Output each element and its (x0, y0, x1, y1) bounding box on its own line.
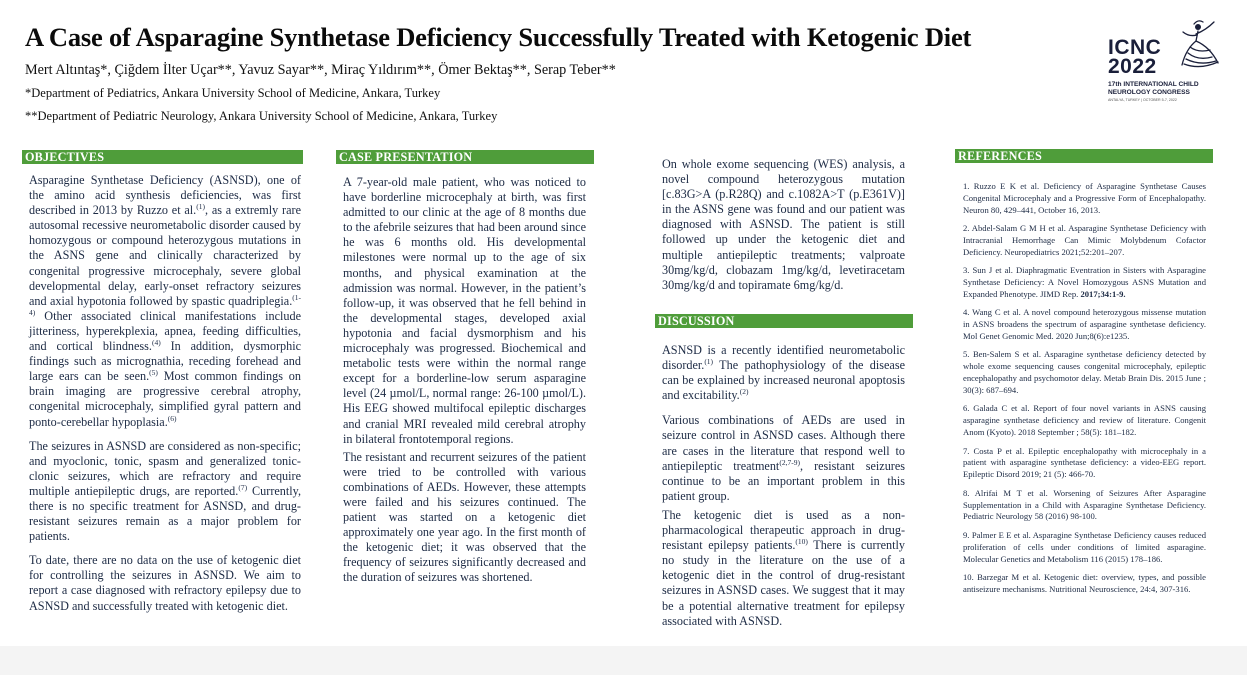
reference-item: 5. Ben-Salem S et al. Asparagine synthetase deficiency detected by whole exome sequencing causes congenital microcephaly, epileptic encephalopathy and psychomotor delay. Metab Brain Dis. 2015 June ; 30(3): 687–694. (963, 349, 1206, 396)
text-run: Various combinations of AEDs are used in seizure control in ASNSD cases. Although there are cases in the literature that respond well to antiepileptic treatment (662, 413, 905, 473)
reference-item: 10. Barzegar M et al. Ketogenic diet: overview, types, and possible antiseizure mechanisms. Nutritional Neuroscience, 24:4, 307-316. (963, 571, 1206, 594)
text-run: 3. Sun J et al. Diaphragmatic Eventration in Sisters with Asparagine Synthetase Deficiency: A Novel Homozygous ASNS Mutation and Expanded Phenotype. JIMD Rep. (963, 265, 1206, 300)
logo-line-1: 17th INTERNATIONAL CHILD (1108, 81, 1199, 88)
text-run: Currently, there is no specific treatment for ASNSD, and drug-resistant seizures remain as a major problem for patients. (29, 483, 301, 544)
citation: (2,7-9) (779, 457, 800, 467)
congress-logo (1104, 18, 1224, 106)
text-run: Asparagine Synthetase Deficiency (ASNSD), one of the amino acid synthesis deficiencies, was first described in 2013 by Ruzzo et al. (29, 173, 301, 218)
objectives-paragraph-3: To date, there are no data on the use of ketogenic diet for controlling the seizures in ASNSD. We aim to report a case diagnosed with refractory epilepsy due to ASNSD and successfully treated with ketogenic diet. (29, 553, 301, 613)
discussion-paragraph-3 (662, 508, 905, 629)
text-run: Most common findings on brain imaging are progressive cerebral atrophy, congenital microcephaly, simplified gyral pattern and ponto-cerebellar hypoplasia. (29, 369, 301, 429)
reference-item: 2. Abdel-Salam G M H et al. Asparagine Synthetase Deficiency with Intracranial Hemorrhage Can Mimic Molybdenum Cofactor Deficiency. Neuropediatrics 2021;52:201–207. (963, 223, 1206, 257)
text-run: Other associated clinical manifestations include jitteriness, hyperekplexia, apnea, feeding difficulties, and cortical blindness. (29, 308, 301, 354)
affiliation-2: **Department of Pediatric Neurology, Ankara University School of Medicine, Ankara, Turkey (25, 109, 498, 123)
text-run: The pathophysiology of the disease can be explained by increased neuronal apoptosis and excitability. (662, 358, 905, 403)
reference-item: 8. Alrifai M T et al. Worsening of Seizures After Asparagine Supplementation in a Child with Asparagine Synthetase Deficiency. Pediatric Neurology 58 (2016) 98-100. (963, 487, 1206, 522)
case-paragraph-1: A 7-year-old male patient, who was noticed to have borderline microcephaly at birth, was first admitted to our clinic at the age of 8 months due to the afebrile seizures that had been around since he was 6 months old. His developmental milestones were normal up to the age of six months, and physical examination at the admission was normal. However, in the patient’s follow-up, it was observed that he fell behind in the developmental stages, developed axial hypotonia and facial dysmorphism and his microcephaly was progressed. Biochemical and metabolic tests were within the normal range except for a borderline-low serum asparagine level (24 µmol/L, normal range: 26-100 µmol/L). His EEG showed multifocal epileptic discharges and cranial MRI revealed mild cerebral atrophy in bilateral frontotemporal regions. (343, 175, 586, 446)
author-list: Mert Altıntaş*, Çiğdem İlter Uçar**, Yavuz Sayar**, Miraç Yıldırım**, Ömer Bektaş**, Serap Teber** (25, 62, 616, 78)
discussion-paragraph-1 (662, 343, 905, 403)
objectives-paragraph-2 (29, 439, 301, 545)
text-run: The seizures in ASNSD are considered as non-specific; and myoclonic, tonic, spasm and generalized tonic-clonic seizures, which are refractory and require multiple antiepileptic drugs, are reported. (29, 438, 301, 498)
objectives-paragraph-1 (29, 173, 301, 430)
logo-place: ANTALYA, TURKEY | OCTOBER 5-7, 2022 (1108, 98, 1177, 102)
citation: (7) (238, 482, 248, 492)
reference-item: 6. Galada C et al. Report of four novel variants in ASNS causing asparagine synthetase deficiency and review of literature. Congenit Anom (Kyoto). 2018 September ; 58(5): 181–182. (963, 403, 1206, 438)
reference-item: 7. Costa P et al. Epileptic encephalopathy with microcephaly in a patient with asparagine synthetase deficiency: a video-EEG report. Epileptic Disord 2019; 21 (5): 466-70. (963, 445, 1206, 480)
text-run: There is currently no study in the literature on the use of a ketogenic diet in the control of drug-resistant seizures in ASNSD cases. We suggest that it may be a potential alternative treatment for epilepsy associated with ASNSD. (662, 538, 905, 628)
logo-year: 2022 (1108, 55, 1157, 78)
poster-title: A Case of Asparagine Synthetase Deficiency Successfully Treated with Ketogenic Diet (25, 22, 972, 52)
reference-item: 1. Ruzzo E K et al. Deficiency of Asparagine Synthetase Causes Congenital Microcephaly and a Progressive Form of Encephalopathy. Neuron 80, 429–441, October 16, 2013. (963, 181, 1206, 215)
discussion-heading: DISCUSSION (655, 314, 913, 328)
reference-list (963, 181, 1206, 602)
text-run: The ketogenic diet is used as a non-pharmacological therapeutic approach in drug-resistant epilepsy patients. (662, 507, 905, 553)
reference-emphasis: 2017;34:1-9. (1080, 289, 1126, 300)
reference-item: 4. Wang C et al. A novel compound heterozygous missense mutation in ASNS broadens the spectrum of asparagine synthetase deficiency. Mol Genet Genomic Med. 2020 Jun;8(6):e1235. (963, 307, 1206, 342)
case-body-2 (662, 157, 905, 302)
citation: (10) (795, 537, 808, 547)
reference-item: 9. Palmer E E et al. Asparagine Synthetase Deficiency causes reduced proliferation of cells under conditions of limited asparagine. Molecular Genetics and Metabolism 116 (2015) 178–186. (963, 529, 1206, 564)
text-run: In addition, dysmorphic findings such as micrognathia, receding forehead and large ears can be seen. (29, 339, 302, 384)
dervish-icon (1160, 18, 1222, 76)
case-paragraph-2: The resistant and recurrent seizures of the patient were tried to be controlled with various combinations of AEDs. However, these attempts were failed and his seizures continued. The patient was started on a ketogenic diet approximately one year ago. In the first month of the ketogenic diet; it was observed that the frequency of seizures significantly decreased and the duration of seizures was shortened. (343, 449, 586, 585)
citation: (1-4) (29, 292, 301, 317)
citation: (5) (149, 368, 158, 378)
case-body-1 (343, 175, 586, 595)
discussion-paragraph-2 (662, 413, 905, 504)
objectives-body (29, 173, 301, 623)
discussion-body (662, 343, 905, 638)
case-presentation-heading: CASE PRESENTATION (336, 150, 594, 164)
references-heading: REFERENCES (955, 149, 1213, 163)
text-run: , as a extremly rare autosomal recessive neurometabolic disorder caused by homozygous or compound heterozygous mutations in the ASNS gene and clinically characterized by congenital progressive microcephaly, severe global developmental delay, early-onset refractory seizures and axial hypotonia followed by spastic quadriplegia. (29, 203, 301, 308)
logo-acronym: ICNC (1108, 36, 1162, 59)
citation: (6) (167, 413, 177, 423)
bottom-band (0, 646, 1247, 675)
citation: (1) (704, 357, 714, 367)
text-run: , resistant seizures continue to be an important problem in this patient group. (662, 458, 905, 503)
reference-item (963, 265, 1206, 301)
citation: (4) (151, 337, 161, 347)
citation: (2) (739, 387, 749, 397)
objectives-heading: OBJECTIVES (22, 150, 303, 164)
affiliation-1: *Department of Pediatrics, Ankara University School of Medicine, Ankara, Turkey (25, 86, 441, 100)
citation: (1) (196, 202, 205, 212)
text-run: ASNSD is a recently identified neurometabolic disorder. (662, 343, 905, 373)
logo-line-2: NEUROLOGY CONGRESS (1108, 89, 1190, 96)
case-paragraph-3: On whole exome sequencing (WES) analysis, a novel compound heterozygous mutation [c.83G>A (p.R28Q) and c.1082A>T (p.E361V)] in the ASNS gene was found and our patient was diagnosed with ASNSD. The patient is still followed up under the ketogenic diet and multiple antiepileptic treatments; valproate 30mg/kg/d, clobazam 1mg/kg/d, levetiracetam 30mg/kg/d and topiramate 6mg/kg/d. (662, 157, 905, 292)
